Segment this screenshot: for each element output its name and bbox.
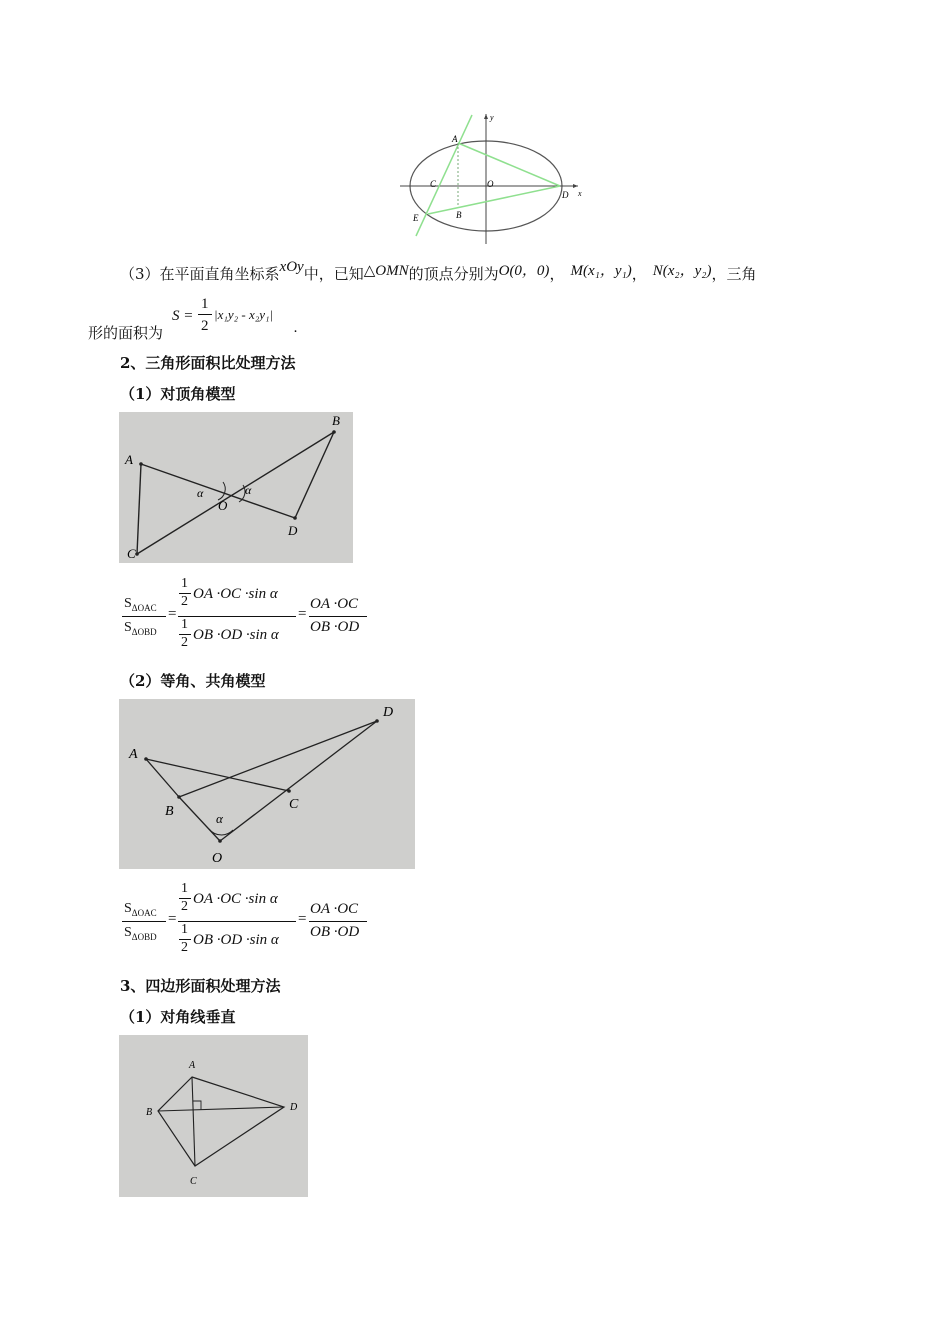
perpendicular-diagonals-figure <box>119 1035 308 1197</box>
label-alpha-left: α <box>197 486 204 500</box>
label-D: D <box>562 190 569 200</box>
item3-vertices-intro: 的顶点分别为 <box>408 265 499 283</box>
main-bar <box>178 616 296 617</box>
half-den-top: 2 <box>181 594 188 609</box>
label-O: O <box>487 179 494 189</box>
top-expr: OA ·OC ·sin α <box>193 586 278 602</box>
label-O: O <box>212 851 223 866</box>
half-num-bottom: 1 <box>181 922 188 937</box>
label-C: C <box>289 797 299 812</box>
item3-line2-label: 形的面积为 <box>88 324 164 342</box>
label-alpha: α <box>216 811 223 826</box>
label-O: O <box>218 498 228 513</box>
item3-suffix: ，三角 <box>711 265 757 283</box>
half-num-bottom: 1 <box>181 617 188 632</box>
rhs-num: OA ·OC <box>310 901 359 917</box>
area-frac-bar <box>198 314 212 315</box>
label-y: y <box>490 113 494 122</box>
half-num-top: 1 <box>181 881 188 896</box>
lhs-bar <box>122 921 166 922</box>
rhs-bar <box>309 921 367 922</box>
separator: ， <box>631 265 647 283</box>
area-ratio-formula-2 <box>122 881 372 961</box>
label-B: B <box>165 804 174 819</box>
label-A: A <box>129 747 138 762</box>
s-obd: S <box>124 620 132 635</box>
s-oac-sub: ΔOAC <box>131 602 157 613</box>
section3-sub1: （1）对角线垂直 <box>120 1008 236 1026</box>
lhs-bar <box>122 616 166 617</box>
bottom-expr: OB ·OD ·sin α <box>193 627 279 643</box>
bottom-expr: OB ·OD ·sin α <box>193 932 279 948</box>
half-den-bottom: 2 <box>181 940 188 955</box>
point-m: M(x₁，y₁) <box>570 263 632 279</box>
s-obd-sub: ΔOBD <box>131 626 157 637</box>
s-obd-sub: ΔOBD <box>131 931 157 942</box>
area-lhs: S = <box>172 308 194 324</box>
ellipse-figure <box>396 110 586 248</box>
item3-line1 <box>120 259 757 285</box>
label-A: A <box>125 452 133 467</box>
label-B: B <box>332 413 340 428</box>
half-den-bottom: 2 <box>181 635 188 650</box>
item3-mid: 中，已知 <box>303 265 364 283</box>
label-B: B <box>456 210 462 220</box>
label-D: D <box>290 1102 298 1113</box>
triangle-omn: △OMN <box>363 263 409 279</box>
coord-system: xOy <box>279 259 304 275</box>
common-angle-figure <box>119 699 415 869</box>
rhs-bar <box>309 616 367 617</box>
rhs-den: OB ·OD <box>310 924 360 940</box>
label-alpha-right: α <box>245 483 252 497</box>
area-abs: |x₁y₂ - x₂y₁| <box>214 307 274 322</box>
equals-1: = <box>168 911 177 927</box>
s-oac: S <box>124 596 132 611</box>
half-num-top: 1 <box>181 576 188 591</box>
top-expr: OA ·OC ·sin α <box>193 891 278 907</box>
area-frac-den: 2 <box>201 318 209 334</box>
main-bar <box>178 921 296 922</box>
s-obd: S <box>124 925 132 940</box>
section3-title: 3、四边形面积处理方法 <box>120 977 281 995</box>
section2-title: 2、三角形面积比处理方法 <box>120 354 296 372</box>
equals-2: = <box>298 606 307 622</box>
label-C: C <box>127 546 136 561</box>
point-n: N(x₂，y₂) <box>652 263 712 279</box>
equals-1: = <box>168 606 177 622</box>
area-frac-num: 1 <box>201 296 209 312</box>
label-D: D <box>288 523 298 538</box>
label-x: x <box>578 189 582 198</box>
ellipse-diagram <box>396 110 586 248</box>
area-ratio-formula-1 <box>122 576 372 656</box>
point-o: O(0，0) <box>498 263 550 279</box>
rhs-num: OA ·OC <box>310 596 359 612</box>
s-oac: S <box>124 901 132 916</box>
equals-2: = <box>298 911 307 927</box>
rhs-den: OB ·OD <box>310 619 360 635</box>
s-oac-sub: ΔOAC <box>131 907 157 918</box>
item3-prefix: （3）在平面直角坐标系 <box>120 265 280 283</box>
separator: ， <box>549 265 565 283</box>
label-A: A <box>189 1060 196 1071</box>
label-E: E <box>413 213 419 223</box>
label-B: B <box>146 1107 153 1118</box>
half-den-top: 2 <box>181 899 188 914</box>
section2-sub2: （2）等角、共角模型 <box>120 672 266 690</box>
label-C: C <box>430 179 437 189</box>
label-A: A <box>452 134 458 144</box>
label-C: C <box>190 1176 197 1187</box>
area-period: . <box>294 320 298 336</box>
section2-sub1: （1）对顶角模型 <box>120 385 236 403</box>
vertical-angle-figure <box>119 412 353 563</box>
label-D: D <box>383 705 394 720</box>
